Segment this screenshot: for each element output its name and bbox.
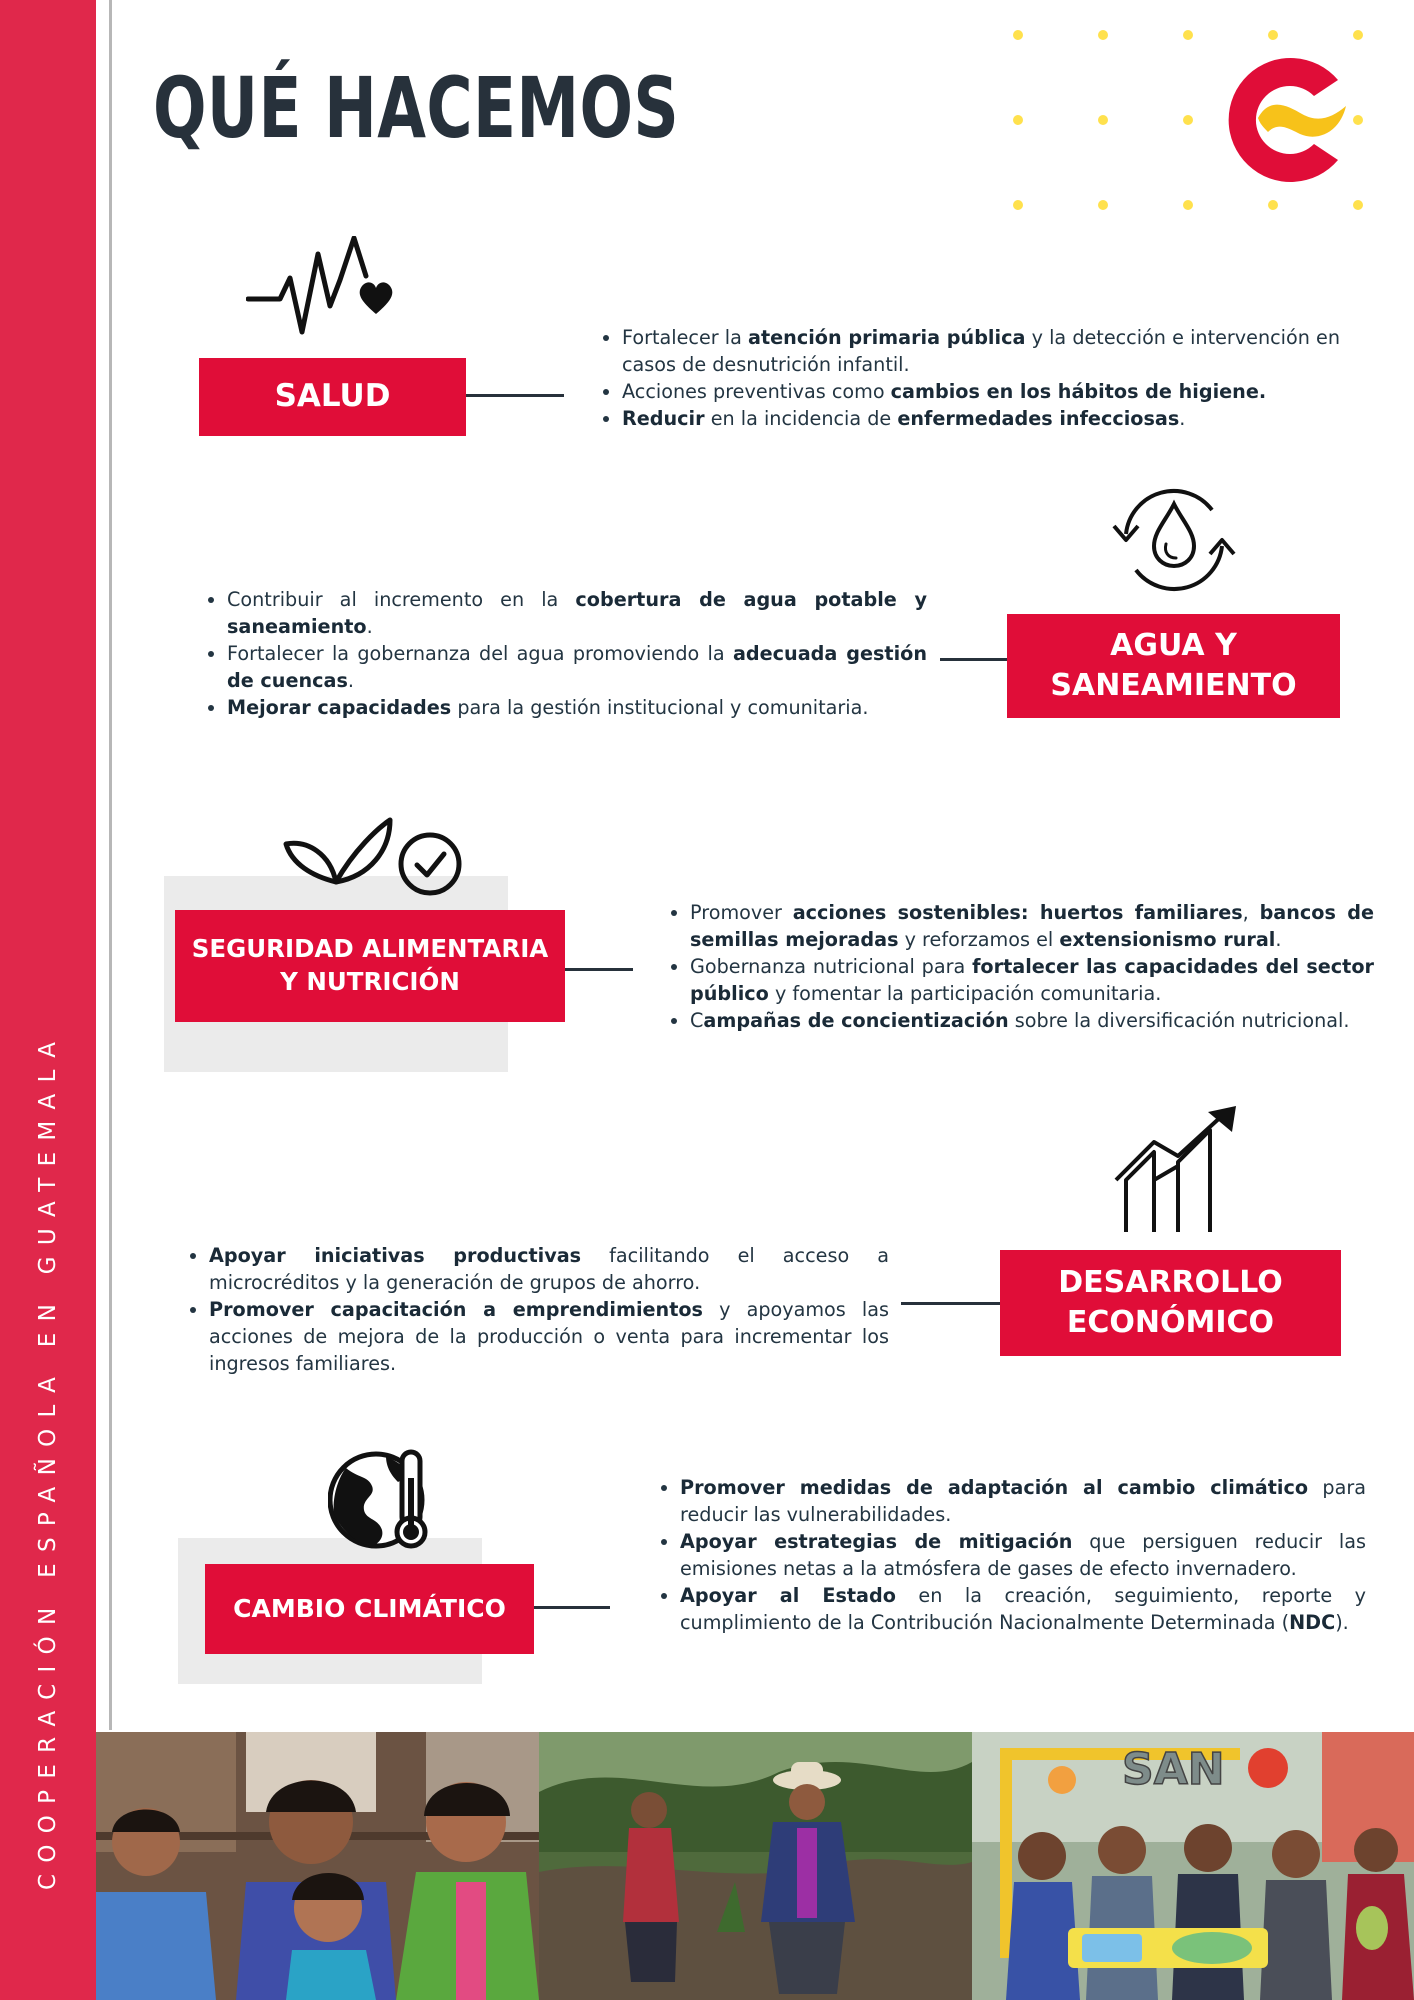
dot xyxy=(1183,30,1193,40)
bullet-item xyxy=(227,586,927,640)
growth-chart-icon xyxy=(1114,1104,1240,1236)
dot xyxy=(1183,200,1193,210)
vertical-divider xyxy=(109,0,112,1730)
text-run: Fortalecer la xyxy=(622,326,749,349)
bullet-item xyxy=(209,1296,889,1377)
dot xyxy=(1013,115,1023,125)
text-run: para la gestión institucional y comunitaria. xyxy=(451,696,869,719)
text-run: y apoyamos las acciones de mejora de la producción o venta para incrementar los ingresos familiares. xyxy=(209,1298,889,1375)
text-run: y reforzamos el xyxy=(898,928,1060,951)
text-run: . xyxy=(1179,407,1186,430)
page-title: QUÉ HACEMOS xyxy=(153,59,680,157)
dot xyxy=(1013,200,1023,210)
bullet-item xyxy=(227,640,927,694)
bullet-item xyxy=(227,694,927,721)
text-run: Promover xyxy=(690,901,793,924)
text-run: . xyxy=(1275,928,1282,951)
dot xyxy=(1098,115,1108,125)
bold-text: Mejorar capacidades xyxy=(227,696,452,719)
bold-text: Reducir xyxy=(622,407,705,430)
salud-bullet-list xyxy=(596,324,1340,432)
bold-text: Promover capacitación a emprendimientos xyxy=(209,1298,703,1321)
text-run: en la incidencia de xyxy=(704,407,898,430)
text-run: ). xyxy=(1335,1611,1349,1634)
dot xyxy=(1353,200,1363,210)
seguridad-alimentaria-label: SEGURIDAD ALIMENTARIA Y NUTRICIÓN xyxy=(175,910,565,1022)
text-run: C xyxy=(690,1009,704,1032)
photo-children-family xyxy=(96,1732,539,2000)
bold-text: acciones sostenibles: huertos familiares xyxy=(792,901,1243,924)
bold-text: cobertura de agua potable y saneamiento xyxy=(227,588,927,638)
clima-connector-line xyxy=(534,1606,610,1609)
text-run: facilitando el acceso a microcréditos y la generación de grupos de ahorro. xyxy=(209,1244,890,1294)
text-run: Acciones preventivas como xyxy=(622,380,891,403)
bold-text: bancos de semillas mejoradas xyxy=(690,901,1374,951)
water-cycle-icon xyxy=(1108,484,1240,596)
sign-text: SAN xyxy=(1122,1744,1225,1795)
text-run: y la detección e intervención en casos de desnutrición infantil. xyxy=(622,326,1341,376)
bold-text: adecuada gestión de cuencas xyxy=(227,642,927,692)
text-run: . xyxy=(366,615,373,638)
bold-text: ampañas de concientización xyxy=(703,1009,1009,1032)
bold-text: Promover medidas de adaptación al cambio climático xyxy=(680,1476,1309,1499)
text-run: que persiguen reducir las emisiones netas a la atmósfera de gases de efecto invernadero. xyxy=(680,1530,1366,1580)
agua-connector-line xyxy=(940,658,1007,661)
text-run: , xyxy=(1242,901,1260,924)
text-run: y fomentar la participación comunitaria. xyxy=(768,982,1162,1005)
leaf-check-icon xyxy=(282,814,468,900)
bullet-item xyxy=(690,953,1374,1007)
clima-bullet-list xyxy=(654,1474,1366,1636)
seguridad-connector-line xyxy=(565,968,633,971)
dot xyxy=(1353,30,1363,40)
desarrollo-connector-line xyxy=(901,1302,1000,1305)
text-run: para reducir las vulnerabilidades. xyxy=(680,1476,1366,1526)
dot xyxy=(1098,30,1108,40)
photo-children-sign xyxy=(972,1732,1414,2000)
desarrollo-economico-label: DESARROLLO ECONÓMICO xyxy=(1000,1250,1341,1356)
cambio-climatico-label: CAMBIO CLIMÁTICO xyxy=(205,1564,534,1654)
dot xyxy=(1268,200,1278,210)
bullet-item xyxy=(680,1582,1366,1636)
dot xyxy=(1268,30,1278,40)
text-run: . xyxy=(347,669,354,692)
bold-text: extensionismo rural xyxy=(1059,928,1276,951)
text-run: Gobernanza nutricional para xyxy=(690,955,973,978)
text-run: Fortalecer la gobernanza del agua promoviendo la xyxy=(227,642,733,665)
globe-thermometer-icon xyxy=(328,1448,434,1552)
bullet-item xyxy=(622,378,1340,405)
salud-connector-line xyxy=(466,394,564,397)
bold-text: Apoyar estrategias de mitigación xyxy=(680,1530,1073,1553)
heartbeat-icon xyxy=(246,236,396,344)
dot xyxy=(1013,30,1023,40)
desarrollo-bullet-list xyxy=(183,1242,889,1377)
bullet-item xyxy=(680,1474,1366,1528)
text-run: sobre la diversificación nutricional. xyxy=(1008,1009,1350,1032)
dot xyxy=(1098,200,1108,210)
sidebar-vertical-text: COOPERACIÓN ESPAÑOLA EN GUATEMALA xyxy=(35,1030,61,1890)
bullet-item xyxy=(622,405,1340,432)
bullet-item xyxy=(209,1242,889,1296)
bold-text: fortalecer las capacidades del sector público xyxy=(690,955,1374,1005)
seguridad-bullet-list xyxy=(664,899,1374,1034)
bold-text: Apoyar iniciativas productivas xyxy=(209,1244,582,1267)
sidebar-band xyxy=(0,0,96,2000)
dot xyxy=(1183,115,1193,125)
bold-text: atención primaria pública xyxy=(748,326,1026,349)
photo-strip xyxy=(96,1732,1414,2000)
agua-saneamiento-label: AGUA Y SANEAMIENTO xyxy=(1007,614,1340,718)
bold-text: cambios en los hábitos de higiene. xyxy=(890,380,1267,403)
text-run: Contribuir al incremento en la xyxy=(227,588,576,611)
bullet-item xyxy=(680,1528,1366,1582)
photo-farmers-field xyxy=(539,1732,972,2000)
cooperacion-logo-icon xyxy=(1214,48,1358,192)
bold-text: NDC xyxy=(1289,1611,1336,1634)
bullet-item xyxy=(690,899,1374,953)
bullet-item xyxy=(622,324,1340,378)
bold-text: enfermedades infecciosas xyxy=(897,407,1180,430)
salud-label: SALUD xyxy=(199,358,466,436)
bullet-item xyxy=(690,1007,1374,1034)
bold-text: Apoyar al Estado xyxy=(680,1584,896,1607)
text-run: en la creación, seguimiento, reporte y cumplimiento de la Contribución Nacionalmente Determinada ( xyxy=(680,1584,1366,1634)
agua-bullet-list xyxy=(201,586,927,721)
